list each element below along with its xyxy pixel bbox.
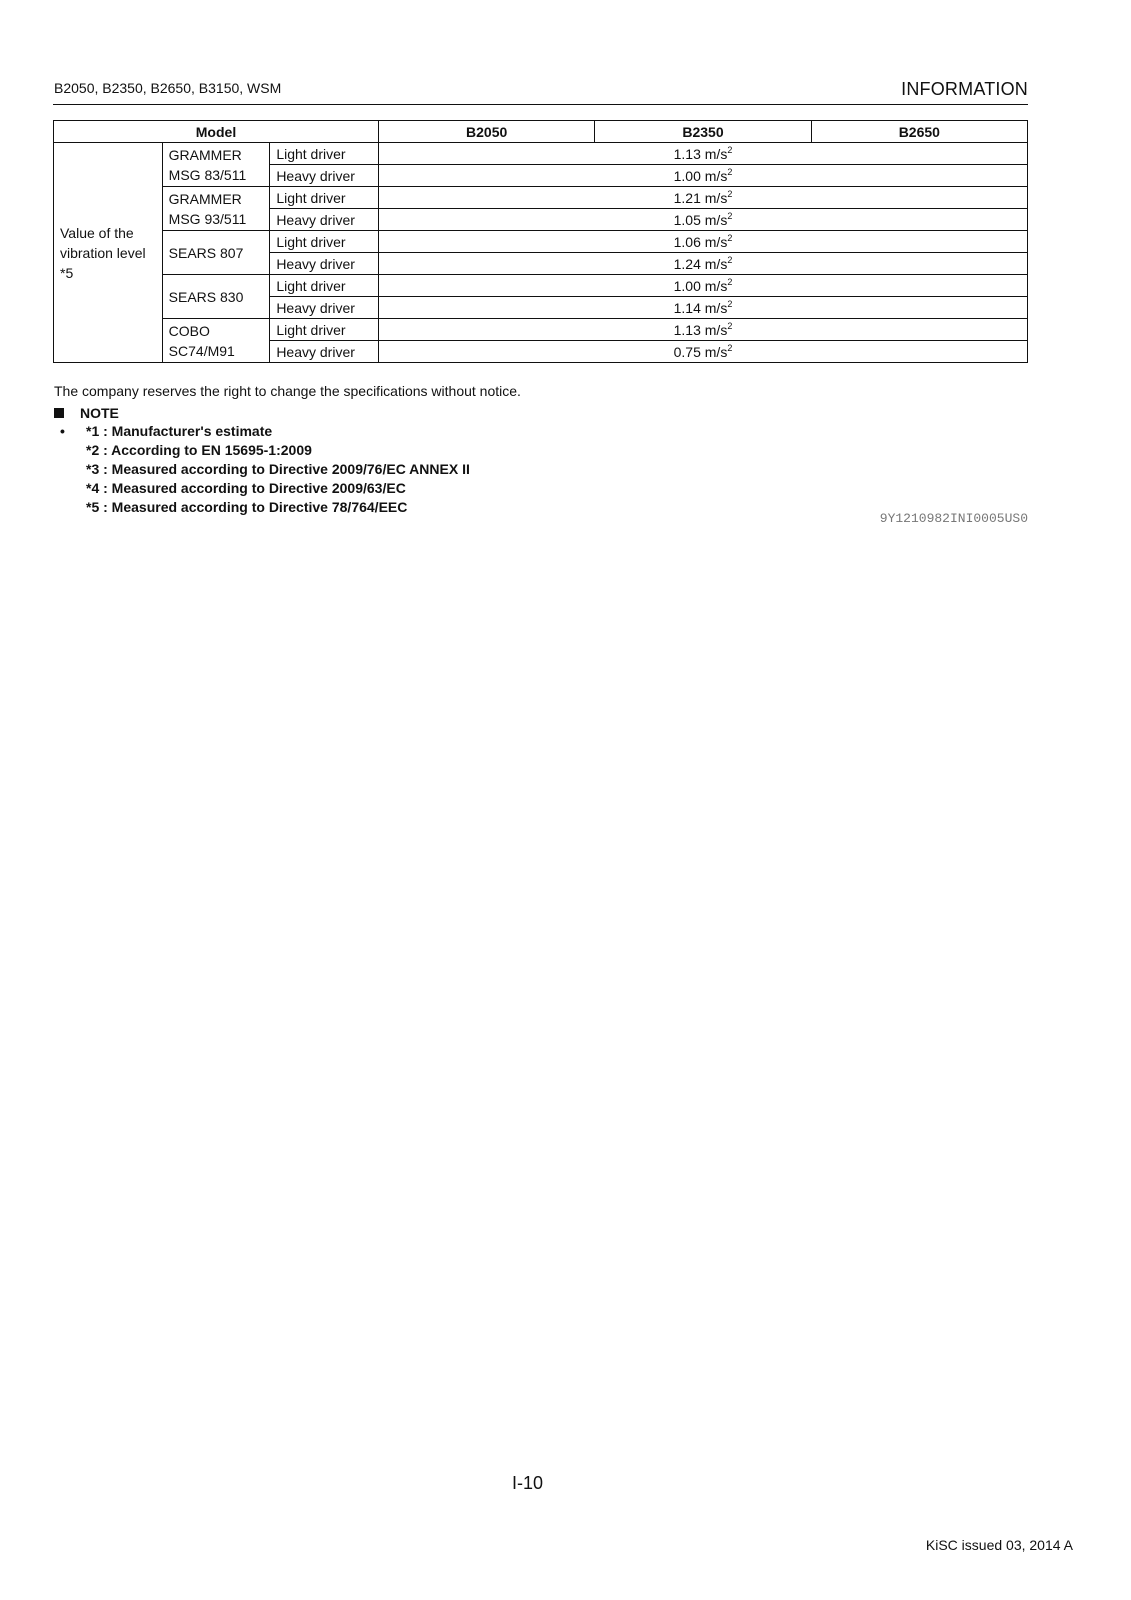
column-header-model: Model xyxy=(54,121,379,143)
row-group-label-line: Value of the xyxy=(60,224,134,241)
issue-info: KiSC issued 03, 2014 A xyxy=(925,1537,1073,1553)
note-heading xyxy=(54,405,119,421)
specification-notice: The company reserves the right to change the specifications without notice. xyxy=(54,383,521,399)
note-item-text: *3 : Measured according to Directive 2009/76/EC ANNEX II xyxy=(86,461,470,477)
bullet-icon: • xyxy=(60,423,65,439)
vibration-value: 1.00 $m/s^2$ xyxy=(378,275,1027,297)
square-bullet-icon xyxy=(54,408,64,418)
driver-type: Light driver xyxy=(270,275,379,297)
seat-name-line: MSG 93/511 xyxy=(168,210,247,227)
seat-name-line: SEARS 807 xyxy=(168,244,244,261)
column-header-b2650: B2650 xyxy=(811,121,1027,143)
driver-type: Light driver xyxy=(270,231,379,253)
driver-type: Heavy driver xyxy=(270,253,379,275)
vibration-value: 0.75 $m/s^2$ xyxy=(378,341,1027,363)
driver-type: Heavy driver xyxy=(270,165,379,187)
note-list xyxy=(60,422,470,517)
note-heading-text: NOTE xyxy=(80,405,119,421)
document-title: B2050, B2350, B2650, B3150, WSM xyxy=(54,80,282,96)
driver-type: Heavy driver xyxy=(270,341,379,363)
note-item-text: *5 : Measured according to Directive 78/764/EEC xyxy=(86,499,408,515)
note-item-text: *2 : According to EN 15695-1:2009 xyxy=(86,442,312,458)
document-code: 9Y1210982INI0005US0 xyxy=(879,511,1028,526)
note-item xyxy=(60,479,470,498)
vibration-value: 1.00 $m/s^2$ xyxy=(378,165,1027,187)
header-divider xyxy=(53,104,1028,105)
driver-type: Heavy driver xyxy=(270,209,379,231)
table-row xyxy=(54,231,1028,253)
table-row xyxy=(54,319,1028,341)
vibration-spec-table xyxy=(53,120,1028,363)
note-item-text: *4 : Measured according to Directive 2009/63/EC xyxy=(86,480,406,496)
driver-type: Light driver xyxy=(270,319,379,341)
seat-name-line: GRAMMER xyxy=(168,190,242,207)
seat-name-line: SC74/M91 xyxy=(168,342,235,359)
seat-name xyxy=(162,143,270,187)
column-header-b2050: B2050 xyxy=(378,121,594,143)
row-group-label-line: *5 xyxy=(60,264,74,281)
seat-name-line: SEARS 830 xyxy=(168,288,244,305)
driver-type: Light driver xyxy=(270,187,379,209)
seat-name xyxy=(162,275,270,319)
column-header-b2350: B2350 xyxy=(595,121,811,143)
vibration-value: 1.06 $m/s^2$ xyxy=(378,231,1027,253)
seat-name-line: COBO xyxy=(168,322,210,339)
vibration-value: 1.21 $m/s^2$ xyxy=(378,187,1027,209)
vibration-value: 1.14 $m/s^2$ xyxy=(378,297,1027,319)
note-item xyxy=(60,460,470,479)
seat-name-line: GRAMMER xyxy=(168,146,242,163)
table-header-row xyxy=(54,121,1028,143)
vibration-value: 1.24 $m/s^2$ xyxy=(378,253,1027,275)
row-group-label-line: vibration level xyxy=(60,244,146,261)
note-item xyxy=(60,422,470,441)
driver-type: Light driver xyxy=(270,143,379,165)
vibration-value: 1.13 $m/s^2$ xyxy=(378,143,1027,165)
seat-name xyxy=(162,231,270,275)
vibration-value: 1.05 $m/s^2$ xyxy=(378,209,1027,231)
seat-name xyxy=(162,187,270,231)
vibration-value: 1.13 $m/s^2$ xyxy=(378,319,1027,341)
note-item xyxy=(60,498,470,517)
seat-name xyxy=(162,319,270,363)
driver-type: Heavy driver xyxy=(270,297,379,319)
row-group-label xyxy=(54,143,163,363)
seat-name-line: MSG 83/511 xyxy=(168,166,247,183)
note-item-text: *1 : Manufacturer's estimate xyxy=(86,423,273,439)
table-row xyxy=(54,275,1028,297)
page-number: I-10 xyxy=(511,1473,544,1493)
section-title: INFORMATION xyxy=(901,79,1028,99)
table-row xyxy=(54,143,1028,165)
note-item xyxy=(60,441,470,460)
table-row xyxy=(54,187,1028,209)
